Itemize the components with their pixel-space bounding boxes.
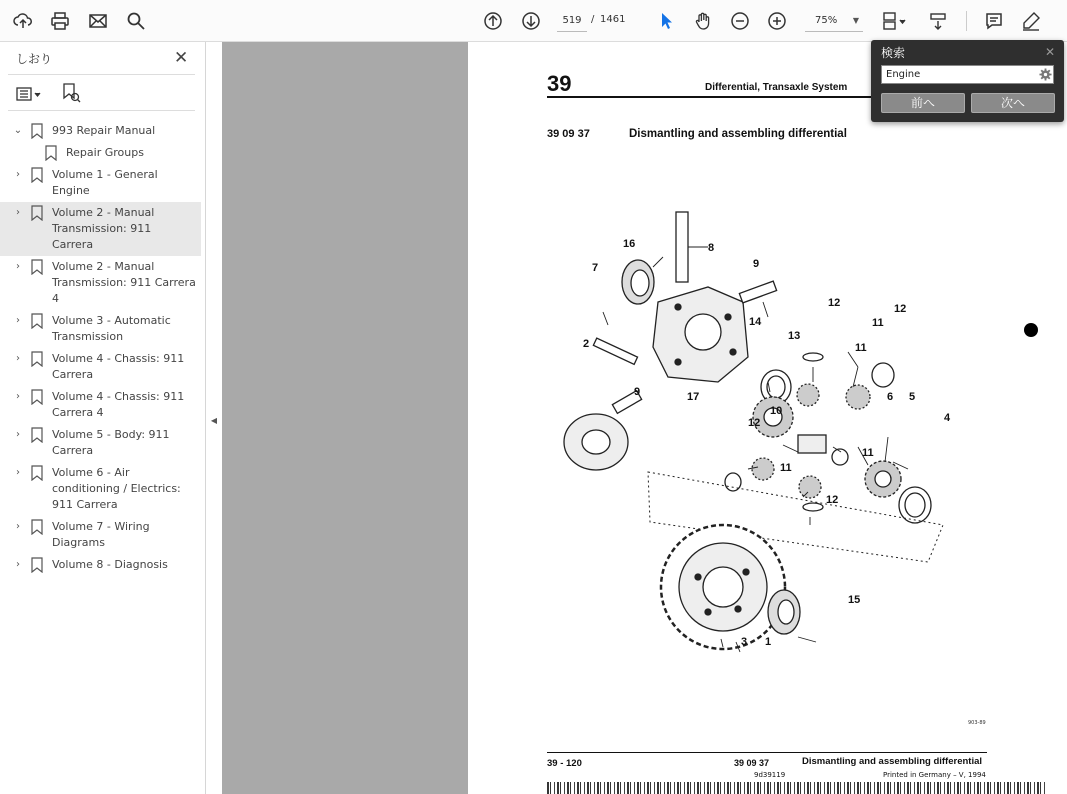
document-viewport[interactable] [222,42,1067,794]
chevron-right-icon[interactable]: › [16,391,20,402]
chevron-right-icon[interactable]: › [16,467,20,478]
footer-print-note: Printed in Germany – V, 1994 [883,771,986,779]
bookmark-icon [30,205,44,221]
bookmark-label: Volume 1 - General Engine [52,168,158,197]
bookmark-item[interactable] [0,142,206,164]
callout-label: 4 [944,412,951,424]
scan-artifact [547,782,1047,794]
footer-page-number: 39 - 120 [547,758,582,769]
divider [8,74,195,75]
footer-reference: 9d39119 [754,771,786,779]
toolbar [0,0,1067,42]
bookmark-item-selected[interactable] [0,202,201,256]
bookmark-icon [30,123,44,139]
bookmark-icon [30,557,44,573]
scan-mark [1024,323,1038,337]
zoom-value: 75% [815,15,838,26]
chevron-right-icon[interactable]: › [16,315,20,326]
search-icon[interactable] [124,9,148,33]
find-input[interactable] [881,65,1054,84]
bookmark-icon [30,519,44,535]
footer-title: Dismantling and assembling differential [802,756,983,767]
callout-label: 11 [855,342,867,354]
bookmark-icon [30,389,44,405]
bookmark-label: Volume 2 - Manual Transmission: 911 Carrera 4 [52,260,196,305]
zoom-out-icon[interactable] [728,9,752,33]
chevron-right-icon[interactable]: › [16,261,20,272]
callout-label: 14 [749,316,762,328]
callout-label: 15 [848,594,861,606]
chevron-right-icon[interactable]: › [16,169,20,180]
zoom-dropdown[interactable] [805,10,863,32]
comment-icon[interactable] [982,9,1006,33]
gear-icon[interactable] [1039,68,1052,81]
close-icon[interactable]: ✕ [174,48,189,68]
figure-code: 903-89 [968,720,986,726]
mail-icon[interactable] [86,9,110,33]
callout-label: 6 [887,391,894,403]
callout-label: 9 [634,386,641,398]
page-separator: / [591,14,595,25]
bookmark-label: Volume 2 - Manual Transmission: 911 Carrera [52,206,155,251]
cloud-upload-icon[interactable] [11,9,35,33]
bookmark-label: Volume 6 - Air conditioning / Electrics: 911 Carrera [52,466,181,511]
callout-label: 12 [894,303,907,315]
bookmark-label: Repair Groups [66,146,144,159]
bookmark-icon [30,427,44,443]
bookmark-item[interactable] [0,462,206,516]
header-title: Differential, Transaxle System [705,82,848,93]
bookmark-icon [30,465,44,481]
bookmark-item[interactable] [0,386,206,424]
callout-label: 5 [909,391,916,403]
zoom-in-icon[interactable] [765,9,789,33]
callout-label: 10 [770,405,783,417]
hand-tool-icon[interactable] [691,9,715,33]
callout-label: 13 [788,330,801,342]
chevron-down-icon[interactable]: ⌄ [13,125,23,136]
bookmark-item[interactable] [0,310,206,348]
find-next-button[interactable]: 次へ [971,93,1055,113]
callout-label: 1 [765,636,772,648]
bookmark-label: Volume 3 - Automatic Transmission [52,314,171,343]
bookmark-search-icon[interactable] [60,82,82,104]
divider [8,110,195,111]
callout-label: 2 [583,338,590,350]
bookmark-item[interactable] [0,348,206,386]
bookmark-icon [30,351,44,367]
pdf-page [468,42,1067,794]
callout-label: 11 [780,462,792,474]
bookmark-item[interactable] [0,424,206,462]
bookmark-label: Volume 7 - Wiring Diagrams [52,520,150,549]
find-previous-button[interactable]: 前へ [881,93,965,113]
fit-page-icon[interactable] [879,9,909,33]
bookmark-icon [30,313,44,329]
bookmark-tree [0,120,206,576]
page-total: 1461 [600,14,626,25]
select-cursor-icon[interactable] [654,9,678,33]
bookmark-label: Volume 4 - Chassis: 911 Carrera [52,352,185,381]
bookmark-label: Volume 4 - Chassis: 911 Carrera 4 [52,390,185,419]
chevron-right-icon[interactable]: › [16,429,20,440]
scroll-mode-icon[interactable] [926,9,950,33]
collapse-panel-handle[interactable]: ◀ [210,415,218,425]
bookmark-item[interactable] [0,516,206,554]
callout-label: 12 [826,494,839,506]
bookmark-icon [30,167,44,183]
callout-label: 8 [708,242,715,254]
chevron-right-icon[interactable]: › [16,559,20,570]
footer-rule [547,752,987,753]
callout-label: 12 [748,417,761,429]
bookmark-options-menu[interactable] [16,84,46,104]
close-icon[interactable]: ✕ [1044,45,1055,59]
bookmark-label: 993 Repair Manual [52,124,156,137]
callout-label: 17 [687,391,700,403]
find-popup [871,40,1064,122]
find-title: 検索 [881,46,906,60]
print-icon[interactable] [48,9,72,33]
callout-label: 3 [741,636,748,648]
chevron-down-icon: ▼ [852,16,859,25]
section-title: Dismantling and assembling differential [629,128,847,140]
chevron-right-icon[interactable]: › [16,207,20,218]
exploded-diagram [558,207,998,657]
callout-label: 16 [623,238,636,250]
bookmark-item[interactable] [0,164,206,202]
callout-label: 11 [862,447,874,459]
callout-label: 9 [753,258,760,270]
panel-title: しおり [16,52,53,66]
bookmark-icon [30,259,44,275]
footer-code: 39 09 37 [734,758,770,768]
bookmark-item[interactable] [0,554,206,576]
highlight-pen-icon[interactable] [1019,9,1043,33]
callout-label: 7 [592,262,599,274]
bookmarks-panel [0,42,206,794]
toolbar-divider [966,11,967,31]
bookmark-label: Volume 5 - Body: 911 Carrera [52,428,170,457]
bookmark-label: Volume 8 - Diagnosis [52,558,168,571]
bookmark-item[interactable] [0,120,206,142]
previous-page-icon[interactable] [481,9,505,33]
bookmark-item[interactable] [0,256,206,310]
page-number-input[interactable]: 519 [557,10,587,32]
group-number: 39 [547,71,572,96]
next-page-icon[interactable] [519,9,543,33]
section-code: 39 09 37 [547,128,590,140]
callout-label: 11 [872,317,884,329]
callout-label: 12 [828,297,841,309]
chevron-right-icon[interactable]: › [16,353,20,364]
chevron-right-icon[interactable]: › [16,521,20,532]
bookmark-icon [44,145,58,161]
